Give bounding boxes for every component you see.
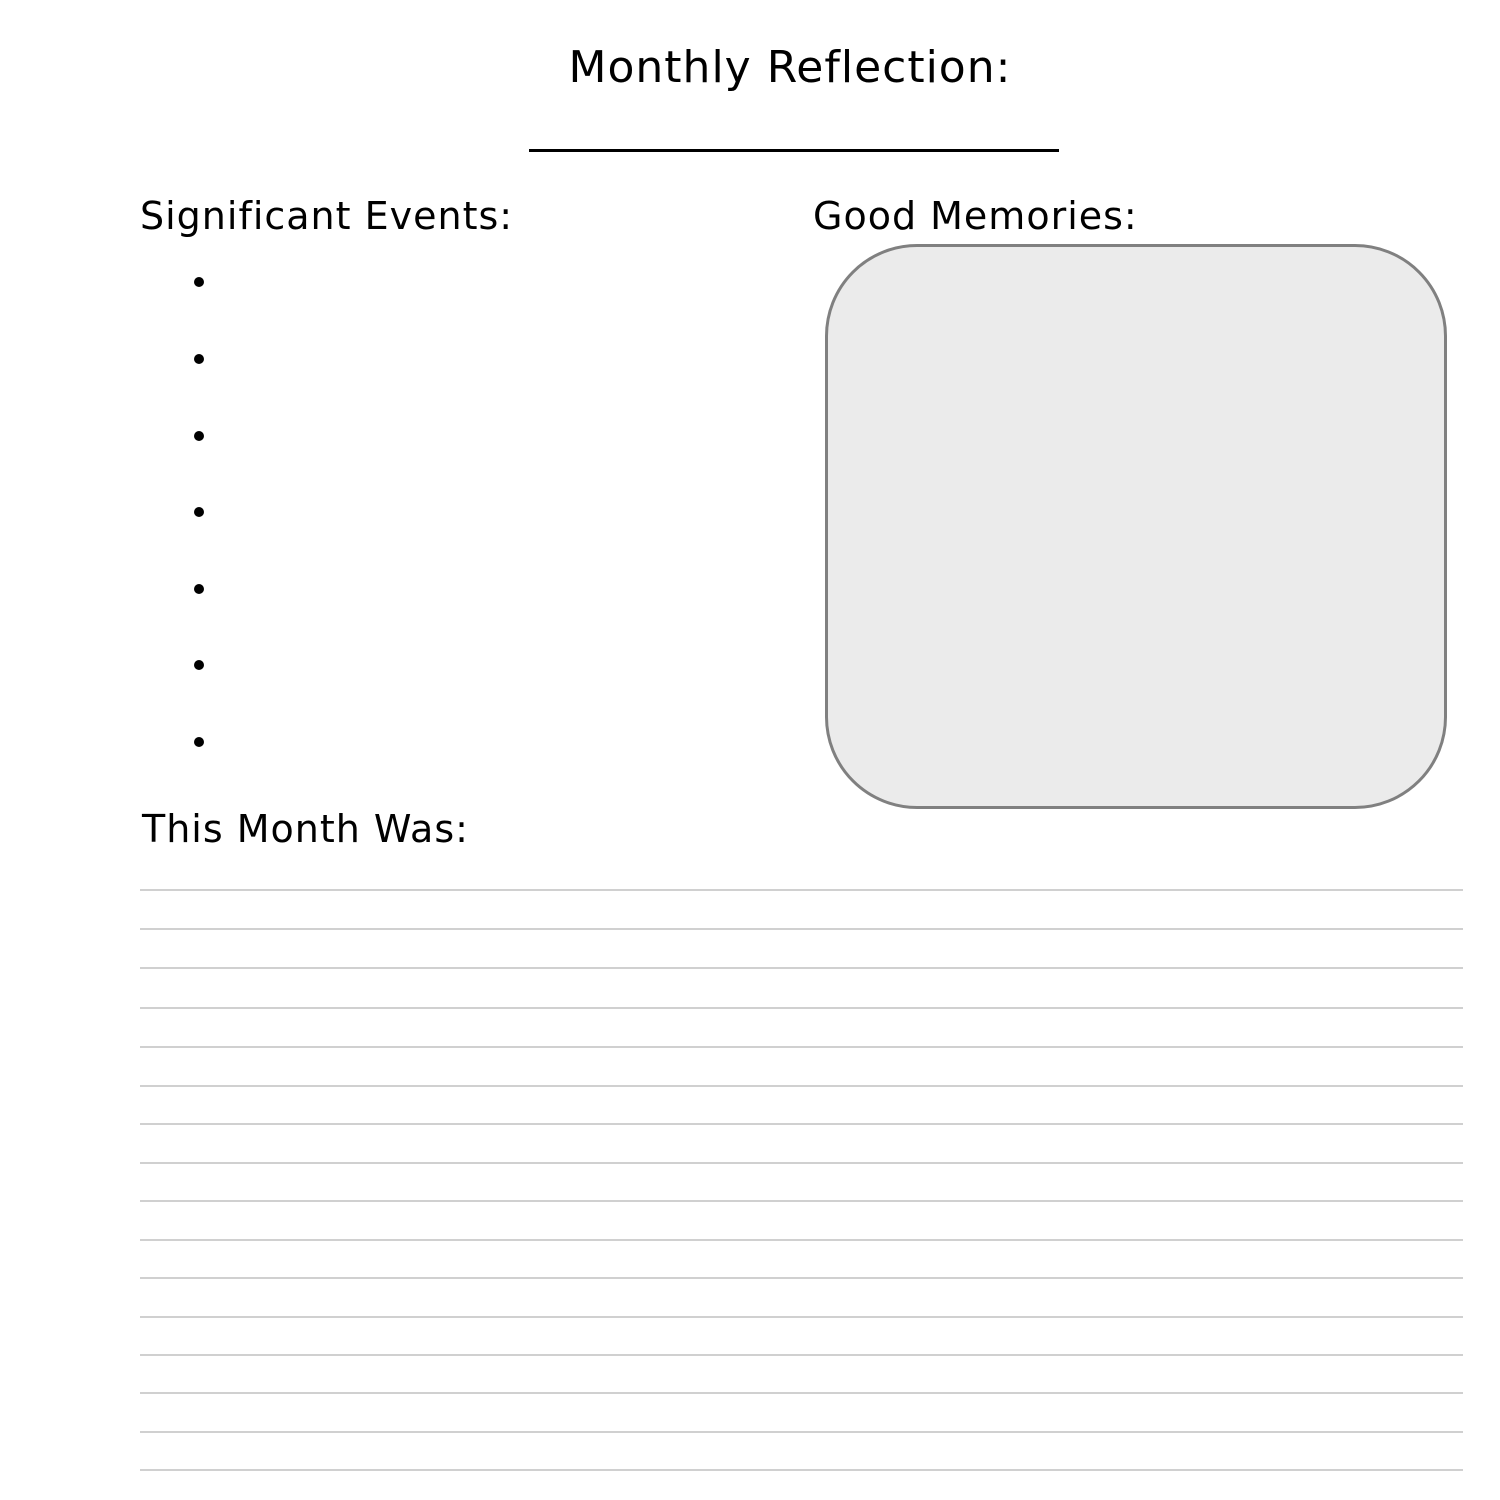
writing-line[interactable] <box>140 1085 1463 1087</box>
title-fill-in-line[interactable] <box>529 149 1059 152</box>
writing-line[interactable] <box>140 1277 1463 1279</box>
writing-line[interactable] <box>140 967 1463 969</box>
bullet-point-icon <box>194 431 204 441</box>
bullet-point-icon <box>194 277 204 287</box>
bullet-point-icon <box>194 737 204 747</box>
significant-events-heading: Significant Events: <box>140 194 514 238</box>
writing-line[interactable] <box>140 1469 1463 1471</box>
writing-line[interactable] <box>140 1431 1463 1433</box>
page-title: Monthly Reflection: <box>568 42 1012 93</box>
writing-line[interactable] <box>140 1046 1463 1048</box>
good-memories-heading: Good Memories: <box>813 194 1138 238</box>
writing-line[interactable] <box>140 1007 1463 1009</box>
writing-line[interactable] <box>140 1316 1463 1318</box>
writing-line[interactable] <box>140 928 1463 930</box>
bullet-point-icon <box>194 584 204 594</box>
writing-line[interactable] <box>140 1354 1463 1356</box>
writing-line[interactable] <box>140 1392 1463 1394</box>
writing-line[interactable] <box>140 1123 1463 1125</box>
writing-line[interactable] <box>140 1200 1463 1202</box>
this-month-was-heading: This Month Was: <box>142 807 469 851</box>
bullet-point-icon <box>194 660 204 670</box>
good-memories-box[interactable] <box>825 244 1447 809</box>
writing-line[interactable] <box>140 1162 1463 1164</box>
writing-line[interactable] <box>140 889 1463 891</box>
writing-line[interactable] <box>140 1239 1463 1241</box>
bullet-point-icon <box>194 507 204 517</box>
bullet-point-icon <box>194 354 204 364</box>
